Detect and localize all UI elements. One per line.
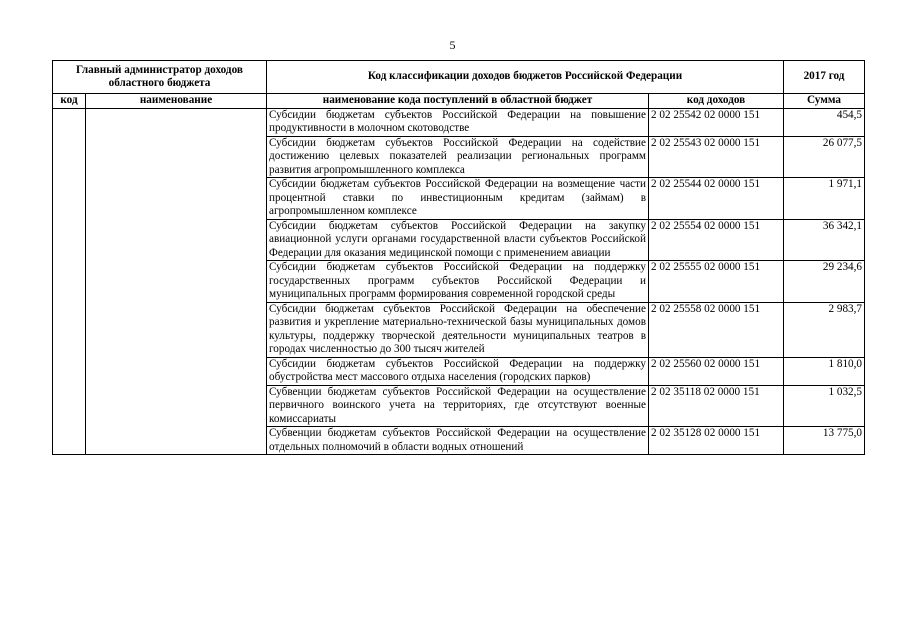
amount-cell: 36 342,1: [784, 219, 865, 261]
revenue-table: [52, 60, 865, 455]
amount-cell: 1 971,1: [784, 178, 865, 220]
income-code-cell: 2 02 25544 02 0000 151: [649, 178, 784, 220]
amount-cell: 26 077,5: [784, 136, 865, 178]
income-code-cell: 2 02 25555 02 0000 151: [649, 261, 784, 303]
admin-name-cell: [86, 108, 267, 455]
header-col-name: наименование: [86, 94, 267, 109]
income-code-cell: 2 02 25560 02 0000 151: [649, 357, 784, 385]
income-name-cell: Субсидии бюджетам субъектов Российской Федерации на возмещение части процентной ставки по инвестиционным кредитам (займам) в агропромышленном комплексе: [267, 178, 649, 220]
income-name-cell: Субвенции бюджетам субъектов Российской Федерации на осуществление отдельных полномочий в области водных отношений: [267, 427, 649, 455]
amount-cell: 29 234,6: [784, 261, 865, 303]
income-name-cell: Субвенции бюджетам субъектов Российской Федерации на осуществление первичного воинского учета на территориях, где отсутствуют военные комиссариаты: [267, 385, 649, 427]
amount-cell: 1 032,5: [784, 385, 865, 427]
amount-cell: 1 810,0: [784, 357, 865, 385]
income-code-cell: 2 02 35118 02 0000 151: [649, 385, 784, 427]
table-row: [53, 108, 865, 136]
page-number: 5: [449, 38, 456, 52]
income-code-cell: 2 02 35128 02 0000 151: [649, 427, 784, 455]
admin-code-cell: [53, 108, 86, 455]
header-col-code: код: [53, 94, 86, 109]
income-code-cell: 2 02 25543 02 0000 151: [649, 136, 784, 178]
header-col-amount: Сумма: [784, 94, 865, 109]
income-code-cell: 2 02 25554 02 0000 151: [649, 219, 784, 261]
income-name-cell: Субсидии бюджетам субъектов Российской Федерации на содействие достижению целевых показателей реализации региональных программ развития агропромышленного комплекса: [267, 136, 649, 178]
income-name-cell: Субсидии бюджетам субъектов Российской Федерации на поддержку государственных программ субъектов Российской Федерации и муниципальных программ формирования современной городской среды: [267, 261, 649, 303]
income-name-cell: Субсидии бюджетам субъектов Российской Федерации на повышение продуктивности в молочном скотоводстве: [267, 108, 649, 136]
header-admin-group: Главный администратор доходов областного бюджета: [53, 61, 267, 94]
header-year: 2017 год: [784, 61, 865, 94]
income-name-cell: Субсидии бюджетам субъектов Российской Федерации на обеспечение развития и укрепление материально-технической базы муниципальных домов культуры, поддержку творческой деятельности муниципальных театров в городах численностью до 300 тысяч жителей: [267, 302, 649, 357]
header-col-income-code: код доходов: [649, 94, 784, 109]
header-col-income-name: наименование кода поступлений в областной бюджет: [267, 94, 649, 109]
header-classification: Код классификации доходов бюджетов Российской Федерации: [267, 61, 784, 94]
income-code-cell: 2 02 25558 02 0000 151: [649, 302, 784, 357]
income-name-cell: Субсидии бюджетам субъектов Российской Федерации на закупку авиационной услуги органами государственной власти субъектов Российской Федерации для оказания медицинской помощи с применением авиации: [267, 219, 649, 261]
income-name-cell: Субсидии бюджетам субъектов Российской Федерации на поддержку обустройства мест массового отдыха населения (городских парков): [267, 357, 649, 385]
amount-cell: 13 775,0: [784, 427, 865, 455]
income-code-cell: 2 02 25542 02 0000 151: [649, 108, 784, 136]
amount-cell: 2 983,7: [784, 302, 865, 357]
amount-cell: 454,5: [784, 108, 865, 136]
